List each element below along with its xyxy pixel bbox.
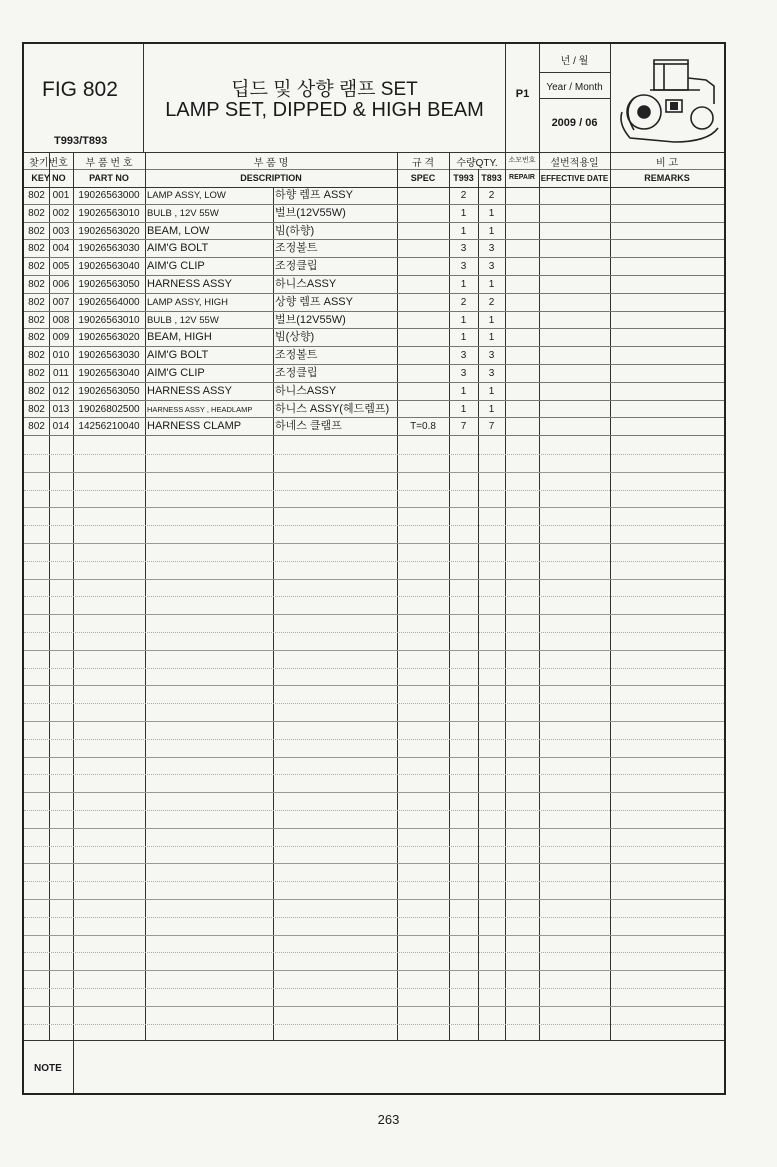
part-no-cell: 19026563000 — [78, 190, 140, 201]
desc-kr-cell: 조정볼트 — [275, 242, 318, 255]
key-cell: 006 — [52, 279, 70, 290]
qty-t993-cell: 3 — [460, 350, 467, 362]
col-effective: EFFECTIVE DATE — [540, 174, 609, 183]
qty-t893-cell: 1 — [488, 385, 495, 397]
ruled-line — [24, 703, 724, 704]
note-divider — [73, 1040, 74, 1093]
title-korean: 딥드 및 상향 램프 SET — [231, 79, 418, 100]
desc-kr-cell: 벌브(12V55W) — [275, 206, 346, 219]
desc-en-cell: AIM'G CLIP — [147, 260, 205, 273]
key-cell: 002 — [52, 207, 70, 219]
key-cell: 005 — [52, 261, 70, 273]
note-top-line — [24, 1040, 724, 1041]
note-label: NOTE — [34, 1063, 62, 1074]
qty-t993-cell: 3 — [460, 261, 467, 273]
qty-t993-cell: 3 — [460, 243, 467, 255]
spec-cell — [397, 240, 449, 258]
col-desc: DESCRIPTION — [240, 173, 302, 183]
desc-en-cell: LAMP ASSY, HIGH — [147, 296, 228, 308]
qty-t893-cell: 1 — [488, 207, 495, 219]
part-no-cell: 19026563030 — [78, 243, 140, 255]
table-row — [24, 401, 724, 419]
part-no-cell: 19026563010 — [78, 314, 140, 326]
fig-cell: 802 — [28, 296, 45, 308]
part-no-cell: 14256210040 — [78, 421, 140, 433]
spec-cell — [397, 365, 449, 383]
col-remarks: REMARKS — [644, 173, 690, 183]
part-no-cell: 19026563030 — [78, 350, 140, 362]
fig-cell: 802 — [28, 207, 45, 219]
ruled-line — [24, 863, 724, 864]
ruled-line — [24, 952, 724, 953]
qty-t993-cell: 1 — [460, 332, 467, 344]
key-cell: 009 — [52, 332, 70, 344]
fig-cell: 802 — [28, 314, 45, 326]
col-qty-t993: T993 — [453, 173, 474, 183]
desc-kr-cell: 조정클립 — [275, 367, 318, 379]
ruled-line — [24, 650, 724, 651]
qty-t893-cell: 2 — [488, 296, 495, 308]
ruled-line — [24, 721, 724, 722]
qty-t893-cell: 3 — [488, 243, 495, 255]
key-cell: 011 — [53, 368, 69, 379]
table-row — [24, 187, 724, 205]
ruled-line — [24, 507, 724, 508]
ruled-line — [24, 828, 724, 829]
ruled-line — [24, 454, 724, 455]
table-row — [24, 383, 724, 401]
key-cell: 008 — [52, 314, 70, 326]
title-english: LAMP SET, DIPPED & HIGH BEAM — [165, 99, 484, 121]
desc-en-cell: HARNESS ASSY — [147, 278, 232, 290]
ruled-line — [24, 472, 724, 473]
desc-kr-cell: 빔(하향) — [275, 224, 315, 237]
desc-en-cell: HARNESS ASSY , HEADLAMP — [147, 404, 253, 414]
qty-t993-cell: 1 — [460, 314, 467, 326]
header-bottom-line — [24, 152, 724, 153]
ruled-line — [24, 561, 724, 562]
col-repair: REPAIR — [509, 174, 535, 181]
key-cell: 010 — [52, 350, 70, 362]
desc-kr-cell: 상향 렘프 ASSY — [275, 295, 353, 308]
spec-cell — [397, 258, 449, 276]
fig-cell: 802 — [28, 403, 45, 415]
ruled-line — [24, 757, 724, 758]
col-remarks-kr: 비 고 — [655, 158, 679, 169]
fig-cell: 802 — [28, 261, 45, 273]
desc-kr-cell: 벌브(12V55W) — [275, 313, 346, 326]
qty-t893-cell: 3 — [488, 261, 495, 273]
ruled-line — [24, 1006, 724, 1007]
header-subline — [539, 72, 610, 73]
table-row — [24, 294, 724, 312]
qty-t893-cell: 1 — [488, 332, 495, 344]
key-cell: 007 — [52, 296, 70, 308]
qty-t893-cell: 2 — [488, 190, 495, 201]
table-row — [24, 365, 724, 383]
col-header-mid-line — [24, 169, 724, 170]
qty-t893-cell: 1 — [488, 403, 495, 415]
ruled-line — [24, 774, 724, 775]
fig-cell: 802 — [28, 190, 45, 201]
table-row — [24, 258, 724, 276]
spec-cell — [397, 187, 449, 205]
ruled-line — [24, 614, 724, 615]
desc-kr-cell: 하니스ASSY — [275, 278, 337, 290]
desc-kr-cell: 조정클립 — [275, 260, 318, 273]
part-no-cell: 19026563040 — [78, 368, 140, 379]
fig-cell: 802 — [28, 243, 45, 255]
ruled-line — [24, 739, 724, 740]
page-number: 263 — [377, 1112, 400, 1127]
spec-cell — [397, 223, 449, 241]
part-no-cell: 19026563020 — [78, 332, 140, 344]
key-cell: 001 — [52, 190, 70, 201]
key-cell: 012 — [52, 385, 70, 397]
qty-t893-cell: 3 — [488, 368, 495, 379]
col-desc-kr: 부 품 명 — [253, 158, 289, 169]
table-row — [24, 240, 724, 258]
qty-t993-cell: 3 — [460, 368, 467, 379]
ruled-line — [24, 668, 724, 669]
part-no-cell: 19026563050 — [78, 279, 140, 290]
fig-cell: 802 — [28, 368, 45, 379]
col-key-kr: 찾기번호 — [29, 158, 68, 169]
spec-cell — [397, 401, 449, 419]
desc-en-cell: HARNESS ASSY — [147, 384, 232, 397]
spec-cell — [397, 276, 449, 294]
fig-cell: 802 — [28, 279, 45, 290]
year-month-label: Year / Month — [546, 82, 603, 93]
key-cell: 003 — [52, 225, 70, 237]
fig-cell: 802 — [28, 385, 45, 397]
part-no-cell: 19026563040 — [78, 261, 140, 273]
table-row — [24, 418, 724, 436]
qty-t993-cell: 1 — [460, 279, 467, 290]
model-label: T993/T893 — [54, 135, 108, 147]
part-no-cell: 19026563020 — [78, 225, 140, 237]
ruled-line — [24, 596, 724, 597]
desc-en-cell: AIM'G BOLT — [147, 349, 209, 362]
ruled-line — [24, 810, 724, 811]
header-divider — [610, 44, 611, 152]
part-no-cell: 19026802500 — [78, 403, 140, 415]
ruled-line — [24, 632, 724, 633]
desc-kr-cell: 빔(상향) — [275, 331, 315, 344]
desc-kr-cell: 하향 렘프 ASSY — [275, 189, 353, 201]
col-repair-kr: 소모번호 — [508, 157, 536, 164]
desc-en-cell: BULB , 12V 55W — [147, 207, 219, 219]
fig-cell: 802 — [28, 350, 45, 362]
qty-t993-cell: 1 — [460, 225, 467, 237]
key-cell: 014 — [52, 421, 70, 433]
col-part-kr: 부 품 번 호 — [85, 158, 133, 169]
spec-cell: T=0.8 — [410, 421, 436, 433]
desc-en-cell: LAMP ASSY, LOW — [147, 190, 226, 201]
parts-sheet — [22, 42, 726, 1095]
desc-en-cell: AIM'G BOLT — [147, 242, 209, 255]
desc-en-cell: BEAM, LOW — [147, 224, 210, 237]
date-value: 2009 / 06 — [551, 117, 598, 129]
table-row — [24, 205, 724, 223]
ruled-line — [24, 579, 724, 580]
ruled-line — [24, 543, 724, 544]
page-code: P1 — [515, 88, 530, 100]
qty-t993-cell: 7 — [460, 421, 467, 433]
ruled-line — [24, 525, 724, 526]
qty-t993-cell: 1 — [460, 385, 467, 397]
qty-t893-cell: 7 — [488, 421, 495, 433]
spec-cell — [397, 347, 449, 365]
qty-t893-cell: 1 — [488, 225, 495, 237]
spec-cell — [397, 294, 449, 312]
table-row — [24, 329, 724, 347]
table-row — [24, 347, 724, 365]
col-spec-kr: 규 격 — [411, 158, 435, 169]
key-cell: 013 — [52, 403, 70, 415]
qty-t893-cell: 1 — [488, 279, 495, 290]
desc-kr-cell: 하네스 클램프 — [275, 420, 342, 433]
desc-en-cell: AIM'G CLIP — [147, 367, 205, 379]
ruled-line — [24, 917, 724, 918]
qty-t993-cell: 2 — [460, 190, 467, 201]
spec-cell — [397, 205, 449, 223]
ruled-line — [24, 846, 724, 847]
spec-cell — [397, 383, 449, 401]
fig-cell: 802 — [28, 225, 45, 237]
ruled-line — [24, 881, 724, 882]
ruled-line — [24, 988, 724, 989]
ruled-line — [24, 490, 724, 491]
desc-kr-cell: 하니스ASSY — [275, 384, 337, 397]
table-row — [24, 312, 724, 330]
ruled-line — [24, 685, 724, 686]
desc-en-cell: HARNESS CLAMP — [147, 420, 242, 433]
col-part: PART NO — [89, 173, 129, 183]
desc-kr-cell: 조정볼트 — [275, 349, 318, 362]
desc-en-cell: BEAM, HIGH — [147, 331, 212, 344]
year-month-korean: 년 / 월 — [560, 56, 589, 67]
table-row — [24, 223, 724, 241]
ruled-line — [24, 792, 724, 793]
col-effective-kr: 설번적용일 — [550, 158, 599, 169]
qty-t893-cell: 3 — [488, 350, 495, 362]
ruled-line — [24, 1024, 724, 1025]
spec-cell — [397, 312, 449, 330]
qty-t993-cell: 1 — [460, 403, 467, 415]
ruled-line — [24, 899, 724, 900]
fig-cell: 802 — [28, 332, 45, 344]
desc-kr-cell: 하니스 ASSY(헤드렘프) — [275, 402, 390, 415]
tractor-icon — [614, 52, 724, 147]
col-spec: SPEC — [410, 173, 436, 183]
part-no-cell: 19026563050 — [78, 385, 140, 397]
qty-t893-cell: 1 — [488, 314, 495, 326]
fig-cell: 802 — [28, 421, 45, 433]
col-qty-t893: T893 — [481, 173, 502, 183]
part-no-cell: 19026563010 — [78, 207, 140, 219]
table-row — [24, 276, 724, 294]
qty-t993-cell: 1 — [460, 207, 467, 219]
col-qty-kr: 수량QTY. — [456, 158, 498, 169]
spec-cell — [397, 329, 449, 347]
key-cell: 004 — [52, 243, 70, 255]
col-key: KEY NO — [31, 173, 66, 183]
ruled-line — [24, 935, 724, 936]
qty-t993-cell: 2 — [460, 296, 467, 308]
ruled-line — [24, 970, 724, 971]
part-no-cell: 19026564000 — [78, 296, 140, 308]
fig-label: FIG 802 — [42, 78, 118, 101]
header-subline — [539, 98, 610, 99]
desc-en-cell: BULB , 12V 55W — [147, 314, 219, 326]
